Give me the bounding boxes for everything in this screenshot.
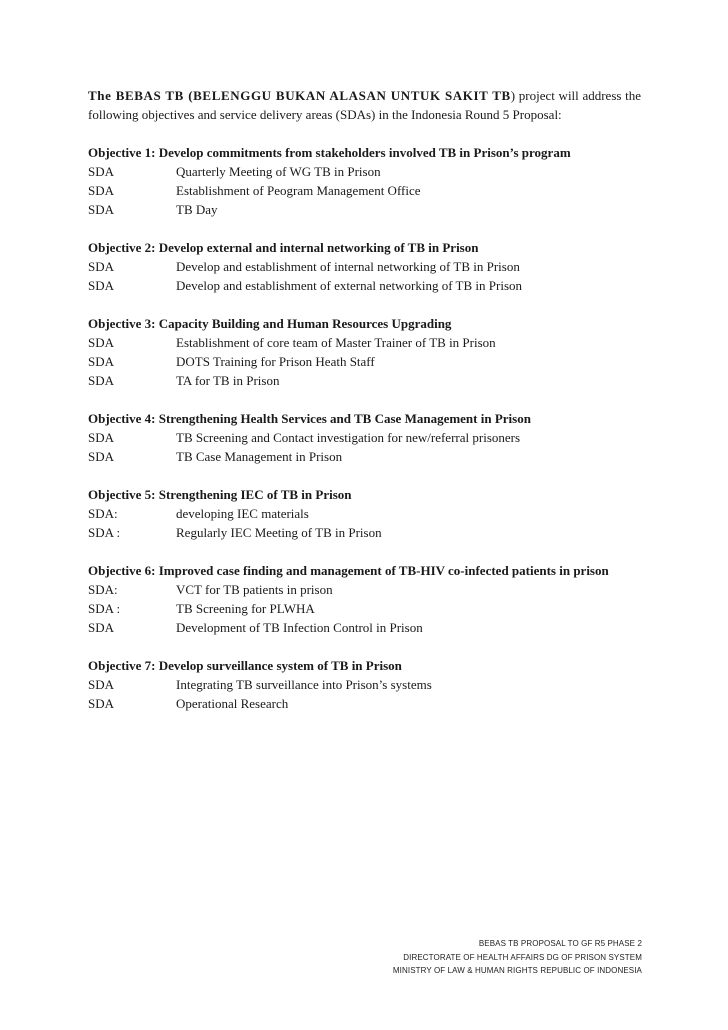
sda-text: Integrating TB surveillance into Prison’s systems — [176, 677, 432, 692]
sda-row — [88, 181, 641, 200]
sda-label: SDA — [88, 278, 115, 293]
sda-row — [88, 447, 641, 466]
objective-title: Objective 5: Strengthening IEC of TB in Prison — [88, 487, 352, 502]
sda-label: SDA — [88, 259, 115, 274]
sda-text: VCT for TB patients in prison — [176, 582, 333, 597]
sda-text: Operational Research — [176, 696, 289, 711]
objective-1 — [88, 143, 641, 219]
sda-label: SDA — [88, 183, 115, 198]
objective-title: Objective 3: Capacity Building and Human Resources Upgrading — [88, 316, 452, 331]
sda-row — [88, 504, 641, 523]
sda-label: SDA — [88, 373, 115, 388]
sda-row — [88, 428, 641, 447]
intro-paragraph — [88, 86, 641, 124]
sda-label: SDA — [88, 164, 115, 179]
sda-label: SDA — [88, 335, 115, 350]
objective-2 — [88, 238, 641, 295]
sda-row — [88, 694, 641, 713]
sda-label: SDA: — [88, 582, 118, 597]
sda-text: Develop and establishment of internal networking of TB in Prison — [176, 259, 520, 274]
sda-text: Establishment of Peogram Management Office — [176, 183, 421, 198]
intro-text: ) project will address the following objectives and service delivery areas (SDAs) in the Indonesia Round 5 Proposal: — [88, 88, 641, 122]
sda-label: SDA — [88, 449, 115, 464]
sda-text: Quarterly Meeting of WG TB in Prison — [176, 164, 381, 179]
sda-row — [88, 200, 641, 219]
sda-label: SDA: — [88, 506, 118, 521]
document-body — [88, 86, 641, 732]
sda-text: Development of TB Infection Control in Prison — [176, 620, 423, 635]
objective-4 — [88, 409, 641, 466]
sda-label: SDA : — [88, 601, 121, 616]
objective-title: Objective 1: Develop commitments from stakeholders involved TB in Prison’s program — [88, 145, 571, 160]
sda-row — [88, 675, 641, 694]
sda-row — [88, 371, 641, 390]
objective-6 — [88, 561, 641, 637]
footer-line-ministry: MINISTRY OF LAW & HUMAN RIGHTS REPUBLIC OF INDONESIA — [392, 966, 642, 975]
intro-project-name: The BEBAS TB (BELENGGU BUKAN ALASAN UNTUK SAKIT TB — [88, 88, 511, 103]
objective-7 — [88, 656, 641, 713]
sda-text: TB Case Management in Prison — [176, 449, 343, 464]
sda-label: SDA — [88, 354, 115, 369]
sda-row — [88, 276, 641, 295]
sda-text: TB Day — [176, 202, 218, 217]
sda-row — [88, 523, 641, 542]
sda-text: TA for TB in Prison — [176, 373, 280, 388]
sda-text: Develop and establishment of external networking of TB in Prison — [176, 278, 522, 293]
sda-row — [88, 257, 641, 276]
sda-text: TB Screening for PLWHA — [176, 601, 315, 616]
sda-label: SDA — [88, 202, 115, 217]
sda-text: DOTS Training for Prison Heath Staff — [176, 354, 375, 369]
sda-row — [88, 162, 641, 181]
sda-text: Establishment of core team of Master Trainer of TB in Prison — [176, 335, 496, 350]
sda-label: SDA — [88, 696, 115, 711]
sda-text: Regularly IEC Meeting of TB in Prison — [176, 525, 382, 540]
sda-row — [88, 599, 641, 618]
sda-row — [88, 580, 641, 599]
sda-label: SDA — [88, 677, 115, 692]
sda-label: SDA : — [88, 525, 121, 540]
sda-row — [88, 352, 641, 371]
sda-row — [88, 333, 641, 352]
sda-row — [88, 618, 641, 637]
footer-line-proposal: BEBAS TB PROPOSAL TO GF R5 PHASE 2 — [478, 939, 642, 948]
footer-line-directorate: DIRECTORATE OF HEALTH AFFAIRS DG OF PRISON SYSTEM — [403, 952, 642, 962]
objective-3 — [88, 314, 641, 390]
objective-title: Objective 2: Develop external and internal networking of TB in Prison — [88, 240, 479, 255]
sda-text: TB Screening and Contact investigation for new/referral prisoners — [176, 430, 521, 445]
objective-title: Objective 6: Improved case finding and management of TB-HIV co-infected patients in prison — [88, 563, 609, 578]
objective-5 — [88, 485, 641, 542]
sda-text: developing IEC materials — [176, 506, 309, 521]
objective-title: Objective 4: Strengthening Health Services and TB Case Management in Prison — [88, 411, 531, 426]
objective-title: Objective 7: Develop surveillance system of TB in Prison — [88, 658, 402, 673]
sda-label: SDA — [88, 620, 115, 635]
sda-label: SDA — [88, 430, 115, 445]
page-footer — [393, 937, 642, 978]
